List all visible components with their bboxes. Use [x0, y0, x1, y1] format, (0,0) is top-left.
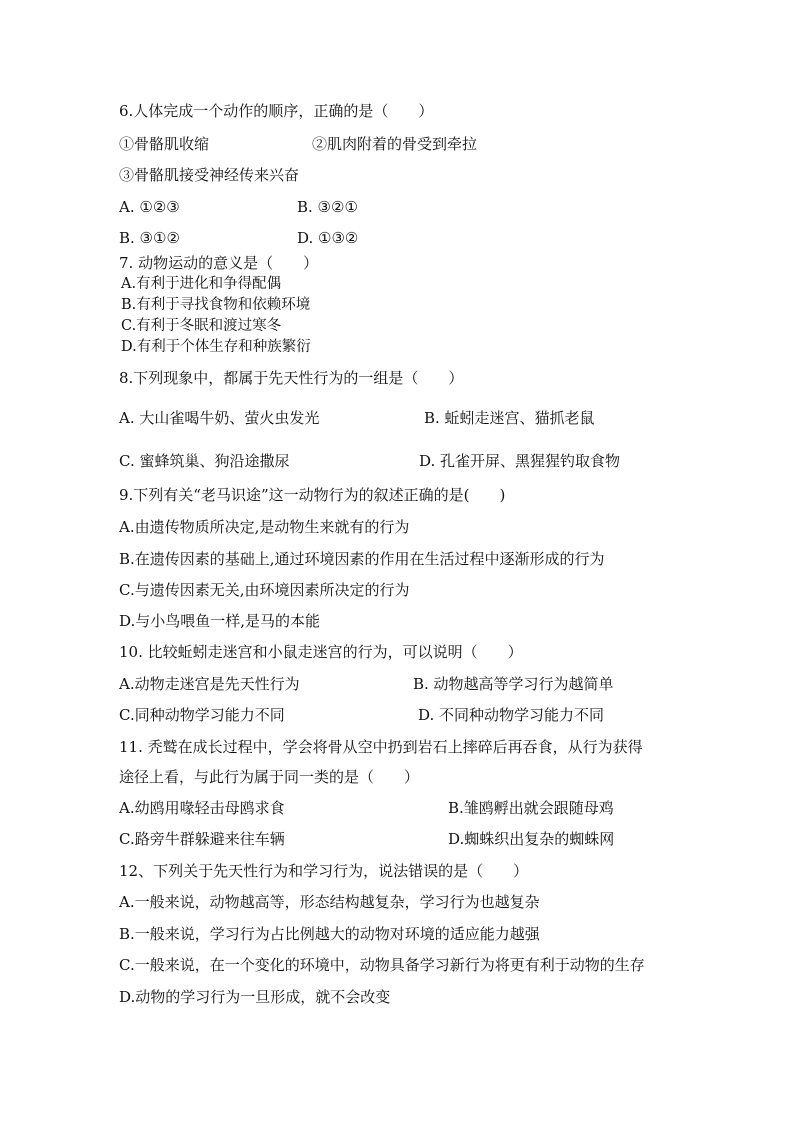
- q12-option-c: C.一般来说，在一个变化的环境中，动物具备学习新行为将更有利于动物的生存: [119, 956, 645, 974]
- q7-option-b: B.有利于寻找食物和依赖环境: [121, 297, 311, 313]
- q8-stem: 8.下列现象中，都属于先天性行为的一组是（ ）: [119, 369, 464, 387]
- q10-option-c: C.同种动物学习能力不同: [119, 706, 285, 724]
- q6-option-a: A. ①②③: [119, 198, 180, 216]
- q8-option-b: B. 蚯蚓走迷宫、猫抓老鼠: [424, 409, 595, 427]
- q7-option-c: C.有利于冬眠和渡过寒冬: [121, 318, 282, 334]
- q10-stem: 10. 比较蚯蚓走迷宫和小鼠走迷宫的行为，可以说明（ ）: [119, 643, 523, 661]
- q12-option-a: A.一般来说，动物越高等，形态结构越复杂，学习行为也越复杂: [119, 893, 540, 911]
- q9-stem: 9.下列有关“老马识途”这一动物行为的叙述正确的是( ): [119, 486, 506, 504]
- q8-option-d: D. 孔雀开屏、黑猩猩钓取食物: [419, 452, 621, 470]
- q10-option-a: A.动物走迷宫是先天性行为: [119, 675, 300, 693]
- q7-option-a: A.有利于进化和争得配偶: [121, 276, 282, 292]
- q6-option-b: B. ③②①: [297, 198, 358, 216]
- q11-stem-line-2: 途径上看，与此行为属于同一类的是（ ）: [119, 768, 420, 786]
- q9-option-d: D.与小鸟喂鱼一样,是马的本能: [119, 612, 321, 630]
- q6-step-2: ②肌肉附着的骨受到牵拉: [312, 135, 478, 153]
- q12-option-d: D.动物的学习行为一旦形成，就不会改变: [119, 988, 391, 1006]
- q6-step-3: ③骨骼肌接受神经传来兴奋: [119, 166, 300, 184]
- q12-option-b: B.一般来说，学习行为占比例越大的动物对环境的适应能力越强: [119, 925, 540, 943]
- q6-stem: 6.人体完成一个动作的顺序，正确的是（ ）: [119, 102, 434, 120]
- q9-option-c: C.与遗传因素无关,由环境因素所决定的行为: [119, 581, 410, 599]
- q10-option-b: B. 动物越高等学习行为越简单: [413, 675, 614, 693]
- q7-stem: 7. 动物运动的意义是（ ）: [119, 254, 319, 272]
- q11-option-a: A.幼鸥用喙轻击母鸥求食: [119, 799, 285, 817]
- q7-option-d: D.有利于个体生存和种族繁衍: [121, 339, 311, 355]
- q10-option-d: D. 不同种动物学习能力不同: [418, 706, 605, 724]
- q11-option-c: C.路旁牛群躲避来往车辆: [119, 830, 285, 848]
- q11-option-d: D.蜘蛛织出复杂的蜘蛛网: [448, 830, 615, 848]
- q9-option-b: B.在遗传因素的基础上,通过环境因素的作用在生活过程中逐渐形成的行为: [119, 550, 605, 568]
- q6-option-c: B. ③①②: [119, 229, 180, 247]
- q12-stem: 12、下列关于先天性行为和学习行为，说法错误的是（ ）: [119, 862, 529, 880]
- q8-option-c: C. 蜜蜂筑巢、狗沿途撒尿: [119, 452, 290, 470]
- q6-step-1: ①骨骼肌收缩: [119, 135, 210, 153]
- q9-option-a: A.由遗传物质所决定,是动物生来就有的行为: [119, 518, 410, 536]
- q11-stem-line-1: 11. 秃鹫在成长过程中，学会将骨从空中扔到岩石上摔碎后再吞食，从行为获得: [119, 738, 643, 756]
- q8-option-a: A. 大山雀喝牛奶、萤火虫发光: [119, 409, 320, 427]
- q6-option-d: D. ①③②: [297, 229, 359, 247]
- q11-option-b: B.雏鸥孵出就会跟随母鸡: [448, 799, 614, 817]
